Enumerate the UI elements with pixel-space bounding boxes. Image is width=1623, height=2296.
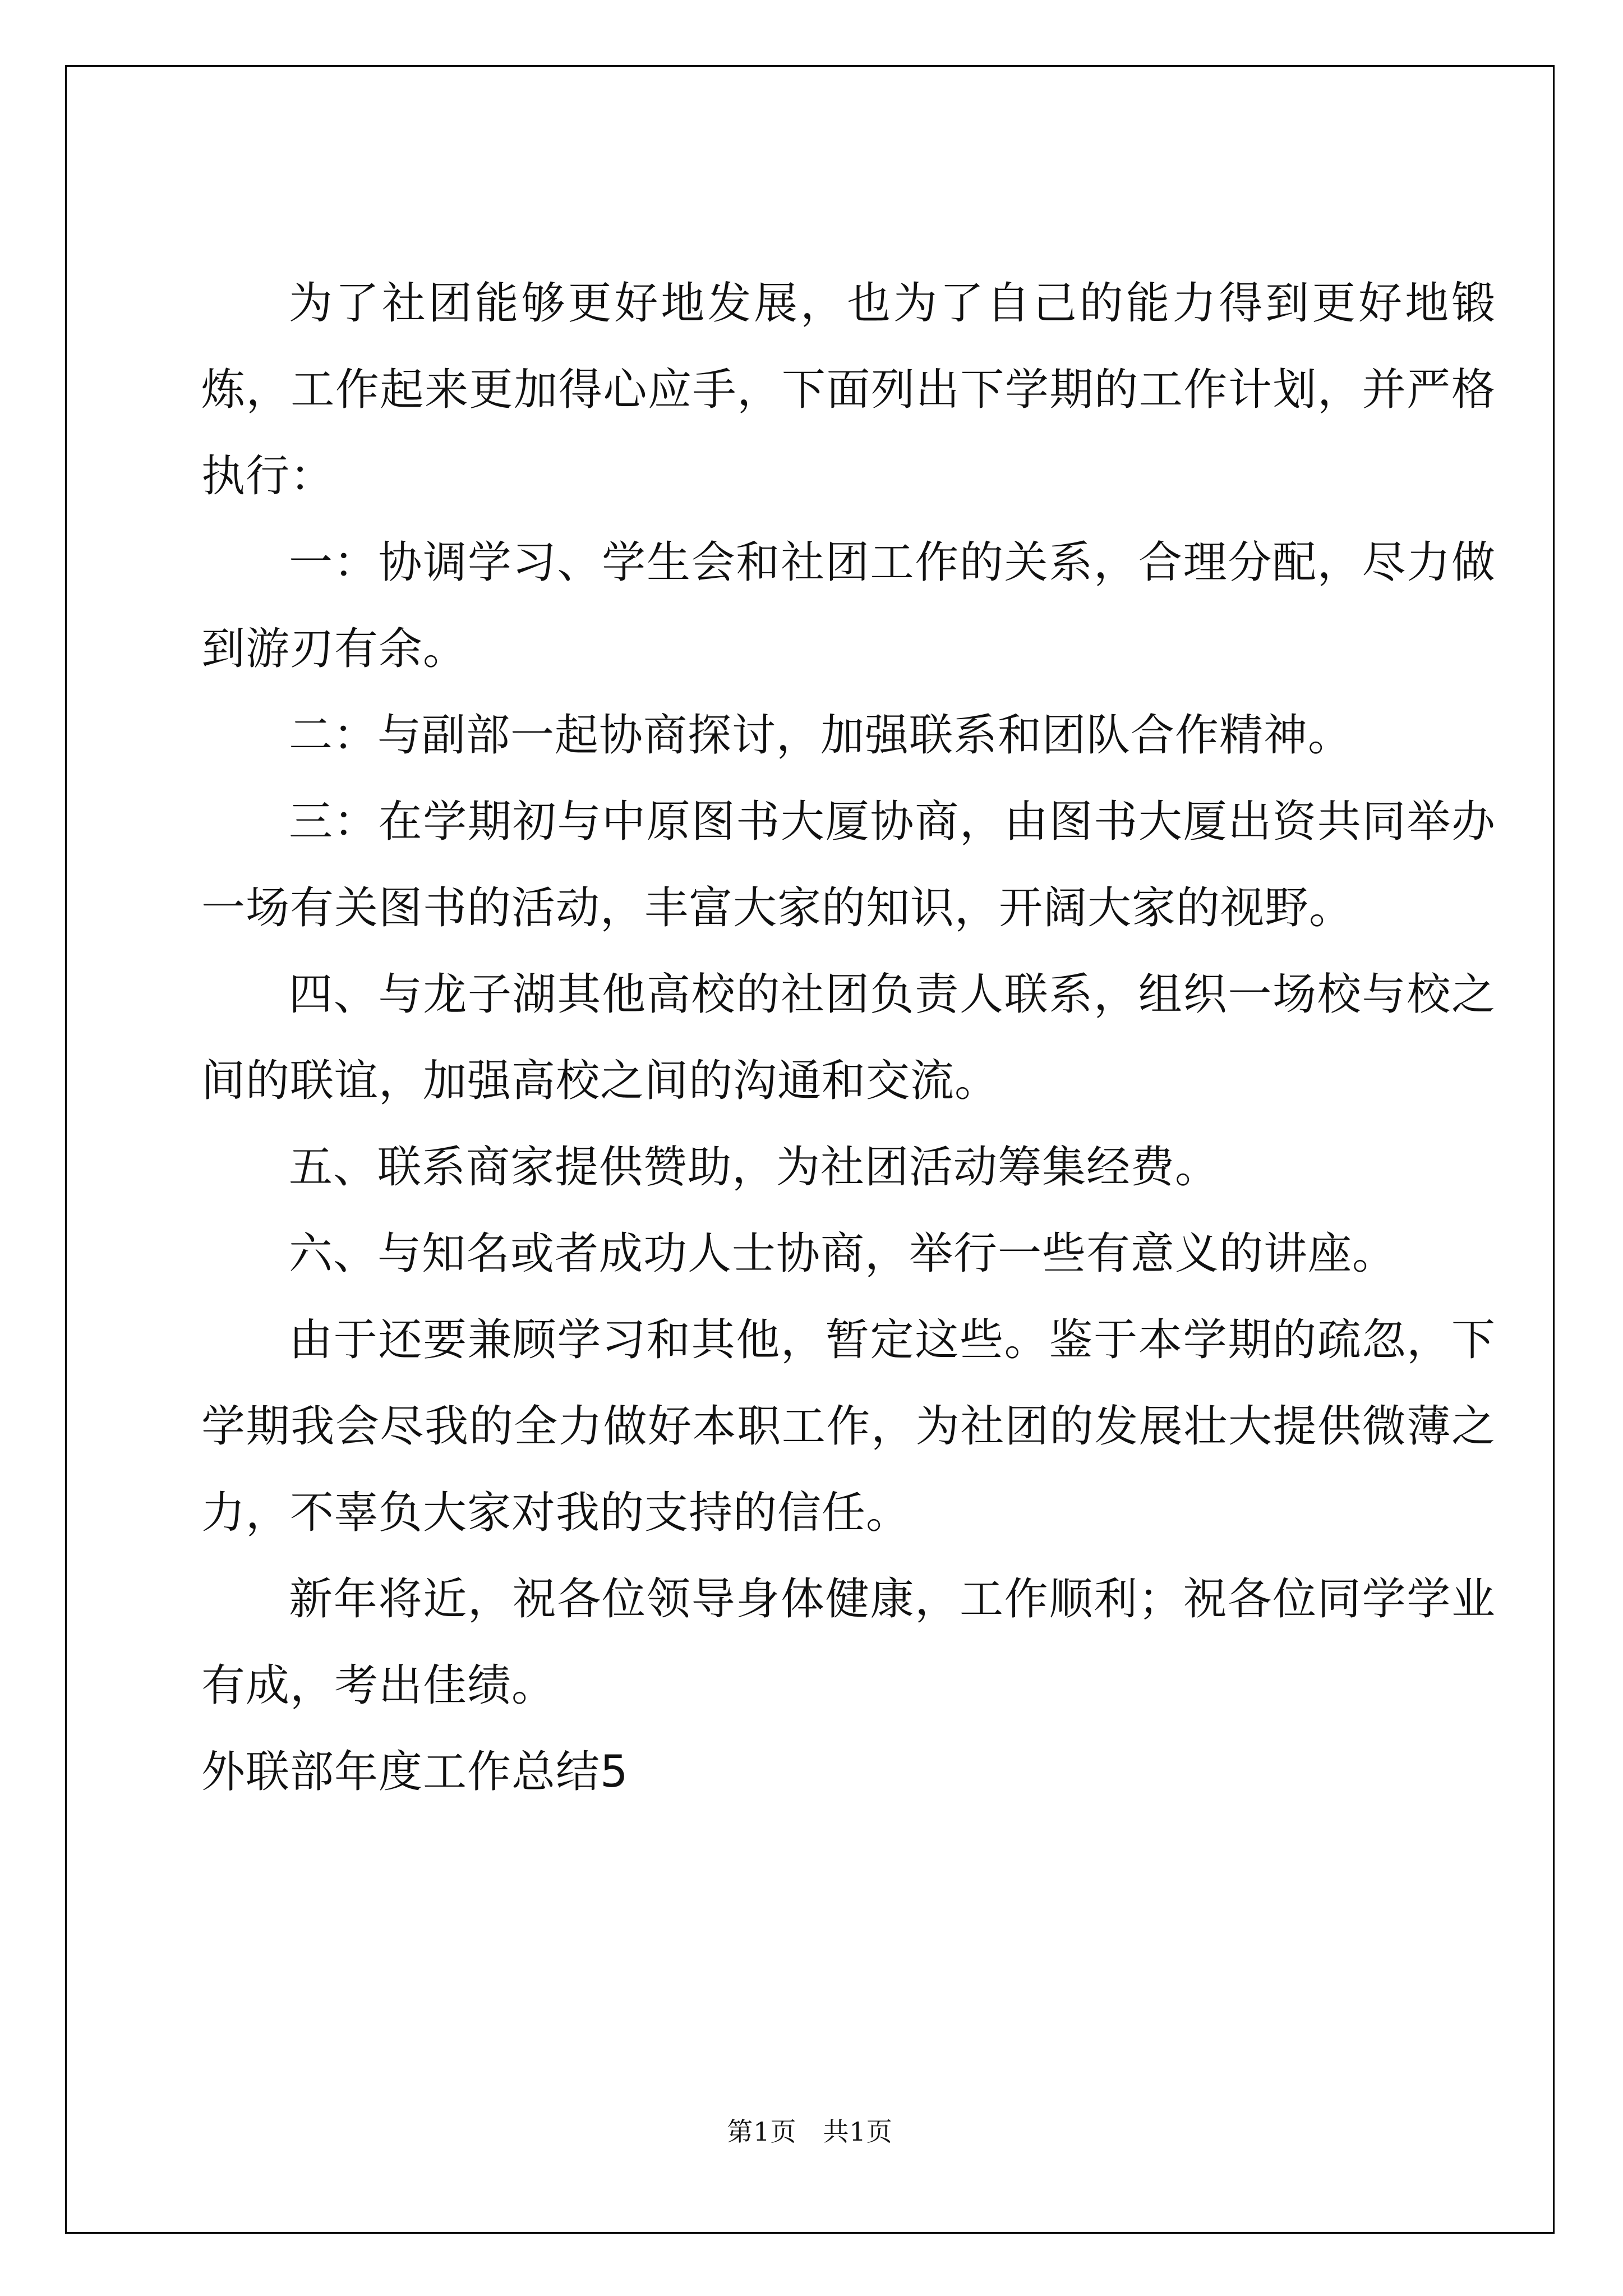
paragraph-item-1: 一：协调学习、学生会和社团工作的关系，合理分配，尽力做到游刃有余。 bbox=[201, 537, 1496, 674]
paragraph-item-5: 五、联系商家提供赞助，为社团活动筹集经费。 bbox=[289, 1142, 1220, 1193]
paragraph-item-6: 六、与知名或者成功人士协商，举行一些有意义的讲座。 bbox=[289, 1228, 1397, 1279]
paragraph-greeting: 新年将近，祝各位领导身体健康，工作顺利；祝各位同学学业有成，考出佳绩。 bbox=[201, 1574, 1496, 1711]
document-body bbox=[201, 260, 1496, 1815]
paragraph-item-4: 四、与龙子湖其他高校的社团负责人联系，组织一场校与校之间的联谊，加强高校之间的沟通和交流。 bbox=[201, 969, 1496, 1106]
paragraph-item-2: 二：与副部一起协商探讨，加强联系和团队合作精神。 bbox=[289, 710, 1353, 761]
section-title: 外联部年度工作总结5 bbox=[201, 1747, 629, 1797]
paragraph-item-3: 三：在学期初与中原图书大厦协商，由图书大厦出资共同举办一场有关图书的活动，丰富大家的知识，开阔大家的视野。 bbox=[201, 797, 1496, 933]
paragraph-conclusion: 由于还要兼顾学习和其他，暂定这些。鉴于本学期的疏忽，下学期我会尽我的全力做好本职工作，为社团的发展壮大提供微薄之力，不辜负大家对我的支持的信任。 bbox=[201, 1315, 1496, 1538]
document-page bbox=[65, 65, 1555, 2234]
page-footer: 第1页 共1页 bbox=[727, 2116, 893, 2147]
paragraph-intro: 为了社团能够更好地发展，也为了自己的能力得到更好地锻炼，工作起来更加得心应手，下面列出下学期的工作计划，并严格执行： bbox=[201, 278, 1496, 501]
